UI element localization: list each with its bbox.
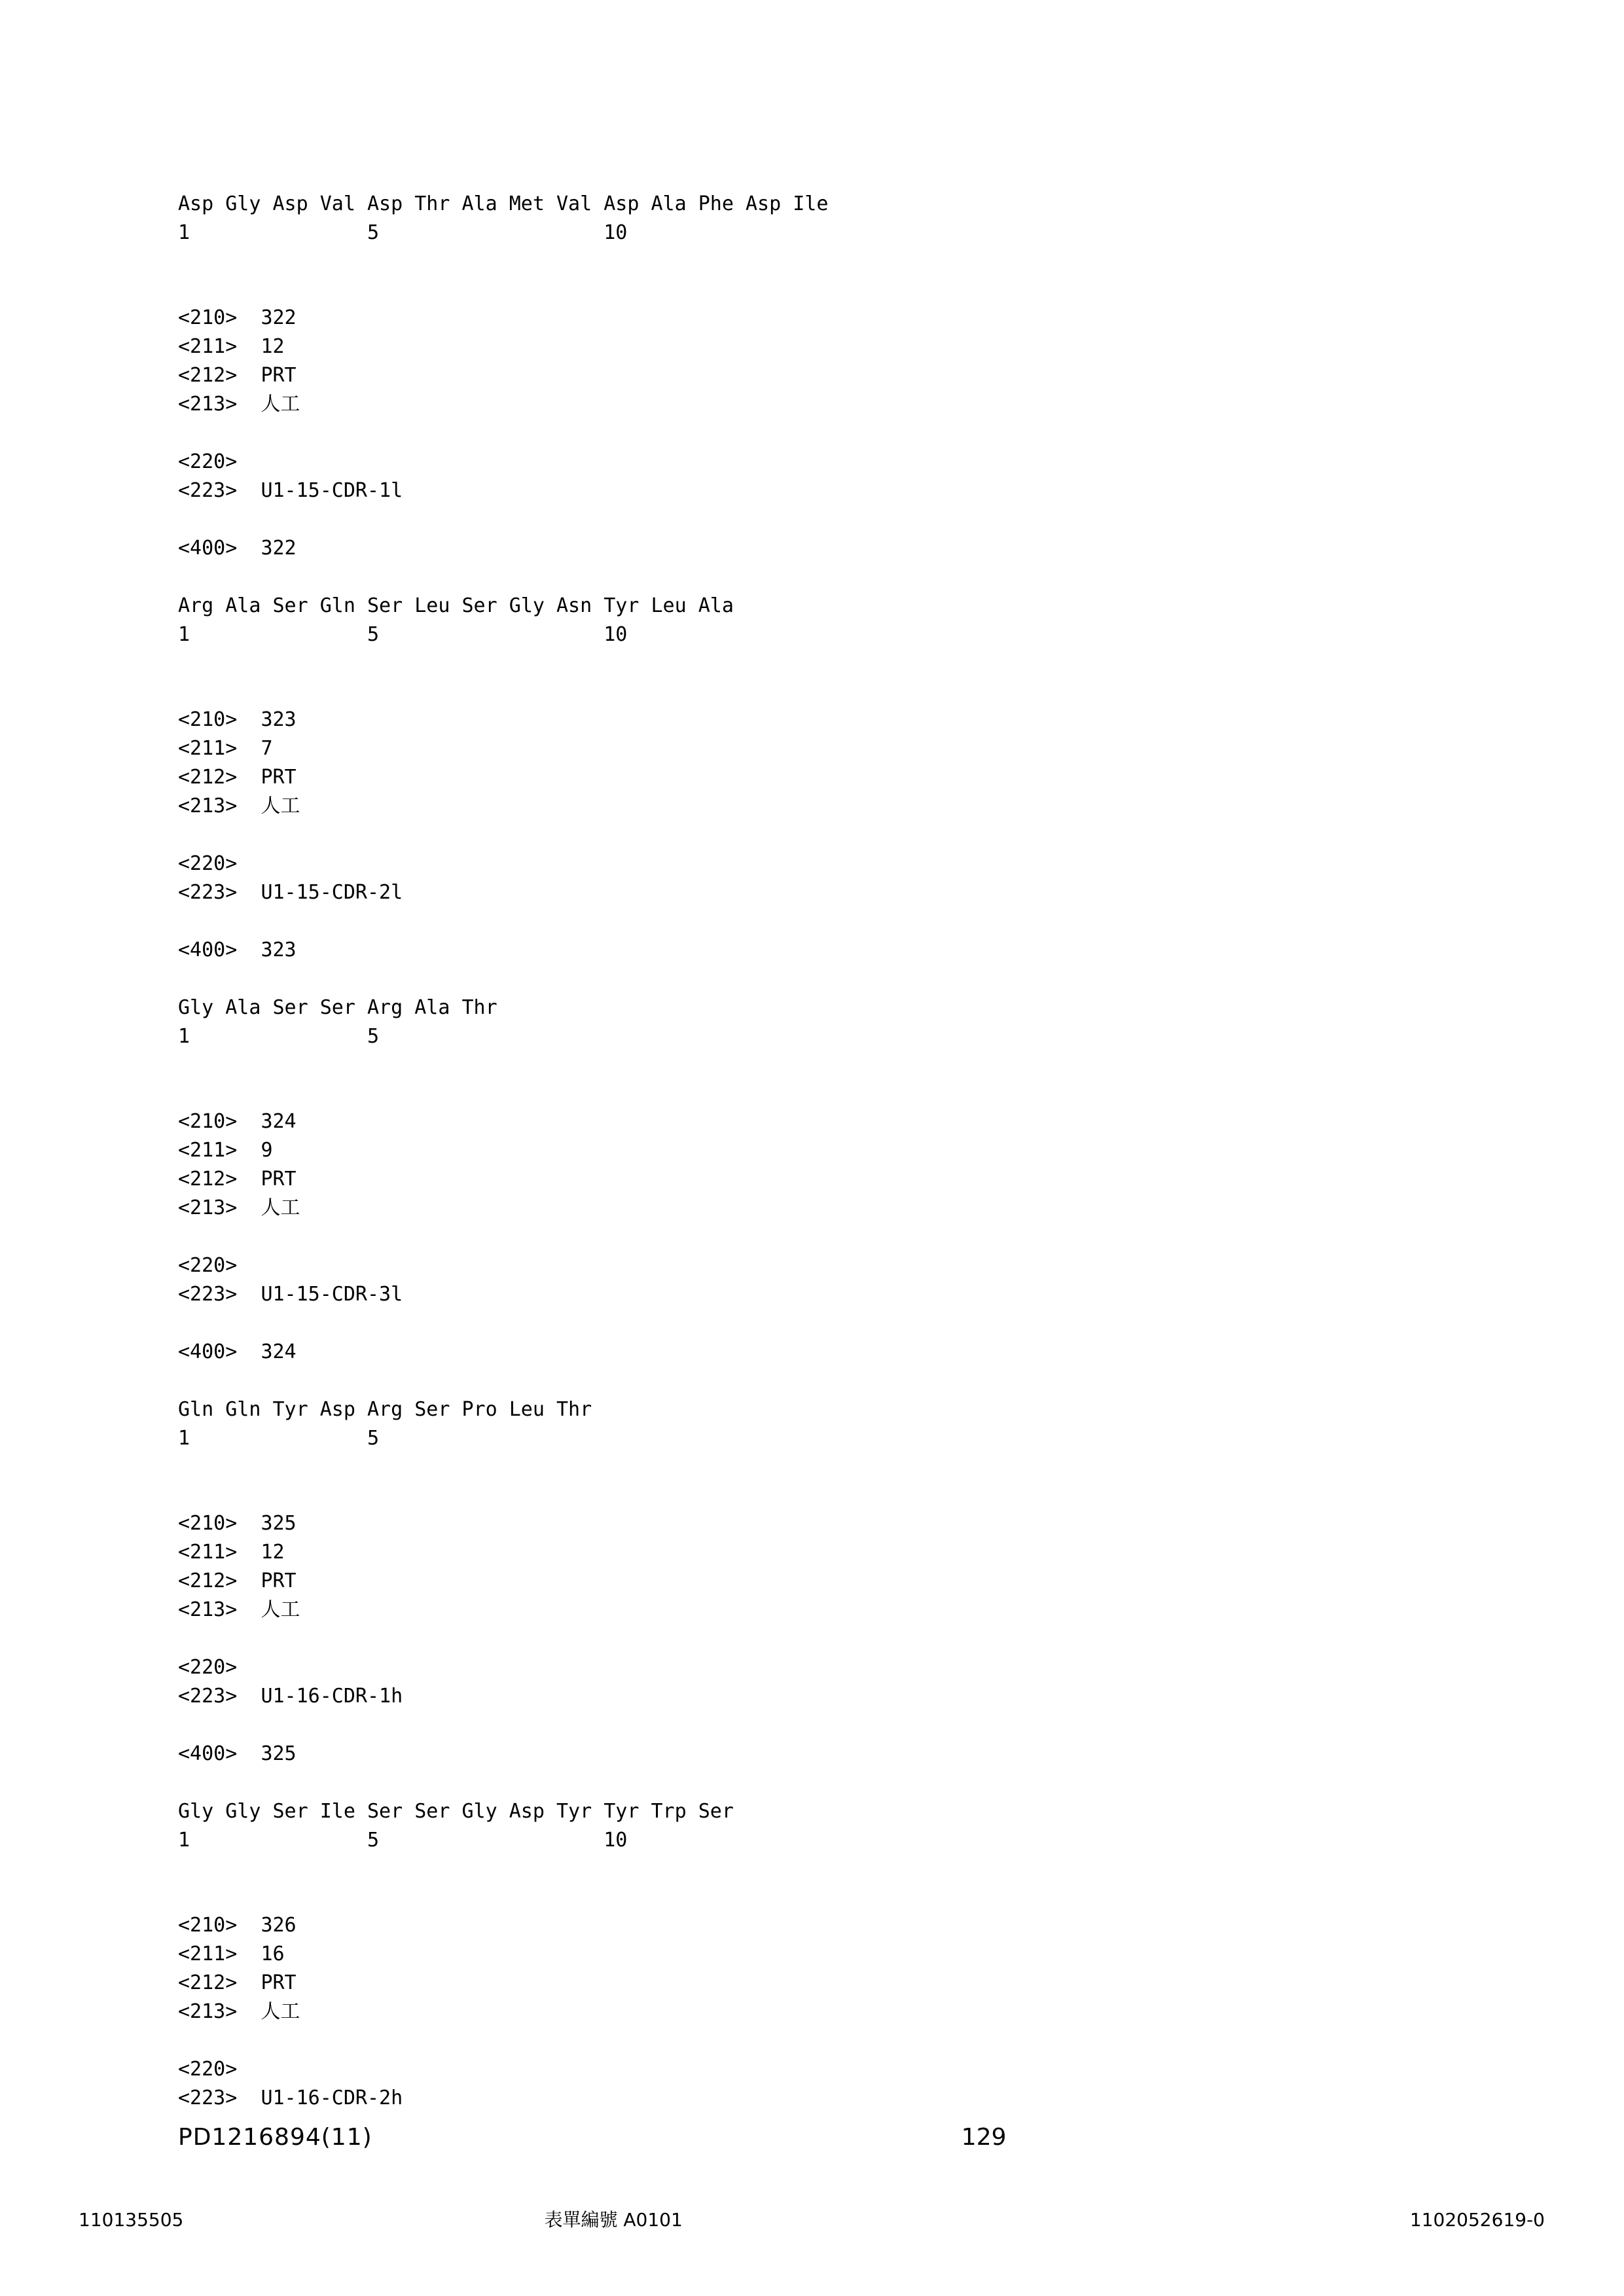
other-info-value: U1-15-CDR-3l xyxy=(261,1283,403,1306)
feature-label: <220> xyxy=(178,2058,238,2081)
page-number: 129 xyxy=(961,2124,1007,2151)
length-line xyxy=(178,332,1422,361)
spacer xyxy=(178,1223,1422,1251)
feature-line xyxy=(178,448,1422,476)
seq-id-value: 325 xyxy=(261,1512,297,1535)
sequence-label: <400> xyxy=(178,939,238,961)
sequence-entry-322 xyxy=(178,304,1422,649)
seq-id-line xyxy=(178,304,1422,332)
spacer xyxy=(178,1367,1422,1395)
sequence-residues: Gly Gly Ser Ile Ser Ser Gly Asp Tyr Tyr Trp Ser xyxy=(178,1800,734,1823)
other-info-label: <223> xyxy=(178,1283,238,1306)
footer-left-code: 110135505 xyxy=(79,2209,184,2231)
organism-line xyxy=(178,792,1422,821)
sequence-numbering: 1 5 xyxy=(178,1025,380,1048)
other-info-line xyxy=(178,476,1422,505)
organism-label: <213> xyxy=(178,2000,238,2023)
sequence-label: <400> xyxy=(178,1742,238,1765)
organism-line xyxy=(178,390,1422,419)
type-value: PRT xyxy=(261,1971,297,1994)
other-info-line xyxy=(178,2084,1422,2113)
feature-line xyxy=(178,1251,1422,1280)
organism-value: 人工 xyxy=(261,393,300,416)
feature-label: <220> xyxy=(178,450,238,473)
type-label: <212> xyxy=(178,364,238,387)
sequence-residues: Gly Ala Ser Ser Arg Ala Thr xyxy=(178,996,497,1019)
sequence-line xyxy=(178,1338,1422,1367)
length-line xyxy=(178,1940,1422,1969)
type-value: PRT xyxy=(261,766,297,789)
length-value: 7 xyxy=(261,737,273,760)
other-info-value: U1-15-CDR-1l xyxy=(261,479,403,502)
sequence-block-header xyxy=(178,190,1422,247)
seq-id-label: <210> xyxy=(178,1914,238,1937)
sequence-entry-323 xyxy=(178,706,1422,1051)
sequence-numbering: 1 5 10 xyxy=(178,1829,628,1852)
spacer xyxy=(178,1855,1422,1911)
feature-label: <220> xyxy=(178,1656,238,1679)
length-value: 12 xyxy=(261,1541,285,1564)
feature-label: <220> xyxy=(178,852,238,875)
organism-value: 人工 xyxy=(261,1196,300,1219)
feature-label: <220> xyxy=(178,1254,238,1277)
sequence-value: 323 xyxy=(261,939,297,961)
sequence-entry-324 xyxy=(178,1107,1422,1453)
organism-label: <213> xyxy=(178,795,238,817)
seq-id-line xyxy=(178,1107,1422,1136)
other-info-label: <223> xyxy=(178,881,238,904)
seq-id-label: <210> xyxy=(178,1512,238,1535)
length-line xyxy=(178,734,1422,763)
length-line xyxy=(178,1136,1422,1165)
organism-line xyxy=(178,1194,1422,1223)
seq-id-value: 323 xyxy=(261,708,297,731)
spacer xyxy=(178,1711,1422,1740)
seq-id-value: 326 xyxy=(261,1914,297,1937)
sequence-entry-326 xyxy=(178,1911,1422,2113)
spacer xyxy=(178,1768,1422,1797)
spacer xyxy=(178,907,1422,936)
type-line xyxy=(178,1567,1422,1596)
length-value: 9 xyxy=(261,1139,273,1162)
spacer xyxy=(178,247,1422,304)
spacer xyxy=(178,1309,1422,1338)
other-info-label: <223> xyxy=(178,479,238,502)
organism-value: 人工 xyxy=(261,795,300,817)
type-value: PRT xyxy=(261,364,297,387)
sequence-line xyxy=(178,534,1422,563)
length-label: <211> xyxy=(178,1541,238,1564)
sequence-label: <400> xyxy=(178,537,238,560)
other-info-value: U1-16-CDR-2h xyxy=(261,2087,403,2109)
organism-label: <213> xyxy=(178,393,238,416)
type-line xyxy=(178,1969,1422,1998)
length-value: 12 xyxy=(261,335,285,358)
seq-id-label: <210> xyxy=(178,306,238,329)
spacer xyxy=(178,821,1422,850)
other-info-line xyxy=(178,878,1422,907)
spacer xyxy=(178,505,1422,534)
type-label: <212> xyxy=(178,1168,238,1191)
spacer xyxy=(178,419,1422,448)
spacer xyxy=(178,1624,1422,1653)
spacer xyxy=(178,1051,1422,1107)
page-footer xyxy=(178,2124,1448,2151)
seq-id-line xyxy=(178,1911,1422,1940)
organism-line xyxy=(178,1596,1422,1624)
type-value: PRT xyxy=(261,1168,297,1191)
organism-label: <213> xyxy=(178,1598,238,1621)
organism-value: 人工 xyxy=(261,1598,300,1621)
type-label: <212> xyxy=(178,1971,238,1994)
footer-right-code: 1102052619-0 xyxy=(1409,2209,1545,2231)
sequence-listing-content xyxy=(178,190,1422,2113)
organism-line xyxy=(178,1998,1422,2026)
sequence-value: 322 xyxy=(261,537,297,560)
type-value: PRT xyxy=(261,1570,297,1592)
other-info-line xyxy=(178,1682,1422,1711)
seq-id-value: 324 xyxy=(261,1110,297,1133)
length-line xyxy=(178,1538,1422,1567)
sequence-residues: Asp Gly Asp Val Asp Thr Ala Met Val Asp Ala Phe Asp Ile xyxy=(178,192,829,215)
length-label: <211> xyxy=(178,1139,238,1162)
seq-id-label: <210> xyxy=(178,708,238,731)
form-footer xyxy=(79,2206,1545,2232)
sequence-entry-325 xyxy=(178,1509,1422,1855)
type-line xyxy=(178,763,1422,792)
sequence-numbering: 1 5 10 xyxy=(178,221,628,244)
spacer xyxy=(178,649,1422,706)
organism-label: <213> xyxy=(178,1196,238,1219)
seq-id-line xyxy=(178,706,1422,734)
sequence-residues: Gln Gln Tyr Asp Arg Ser Pro Leu Thr xyxy=(178,1398,592,1421)
other-info-label: <223> xyxy=(178,2087,238,2109)
spacer xyxy=(178,2026,1422,2055)
footer-form-number: 表單編號 A0101 xyxy=(544,2209,683,2231)
sequence-label: <400> xyxy=(178,1340,238,1363)
sequence-numbering: 1 5 xyxy=(178,1427,380,1450)
sequence-value: 325 xyxy=(261,1742,297,1765)
seq-id-label: <210> xyxy=(178,1110,238,1133)
sequence-line xyxy=(178,936,1422,965)
type-label: <212> xyxy=(178,766,238,789)
sequence-value: 324 xyxy=(261,1340,297,1363)
organism-value: 人工 xyxy=(261,2000,300,2023)
document-id: PD1216894(11) xyxy=(178,2124,372,2151)
feature-line xyxy=(178,2055,1422,2084)
spacer xyxy=(178,965,1422,994)
seq-id-line xyxy=(178,1509,1422,1538)
length-label: <211> xyxy=(178,737,238,760)
other-info-label: <223> xyxy=(178,1685,238,1708)
other-info-line xyxy=(178,1280,1422,1309)
type-line xyxy=(178,1165,1422,1194)
length-label: <211> xyxy=(178,1943,238,1965)
seq-id-value: 322 xyxy=(261,306,297,329)
type-line xyxy=(178,361,1422,390)
sequence-line xyxy=(178,1740,1422,1768)
spacer xyxy=(178,1453,1422,1509)
feature-line xyxy=(178,850,1422,878)
length-label: <211> xyxy=(178,335,238,358)
sequence-residues: Arg Ala Ser Gln Ser Leu Ser Gly Asn Tyr Leu Ala xyxy=(178,594,734,617)
length-value: 16 xyxy=(261,1943,285,1965)
other-info-value: U1-15-CDR-2l xyxy=(261,881,403,904)
type-label: <212> xyxy=(178,1570,238,1592)
sequence-numbering: 1 5 10 xyxy=(178,623,628,646)
other-info-value: U1-16-CDR-1h xyxy=(261,1685,403,1708)
feature-line xyxy=(178,1653,1422,1682)
spacer xyxy=(178,563,1422,592)
